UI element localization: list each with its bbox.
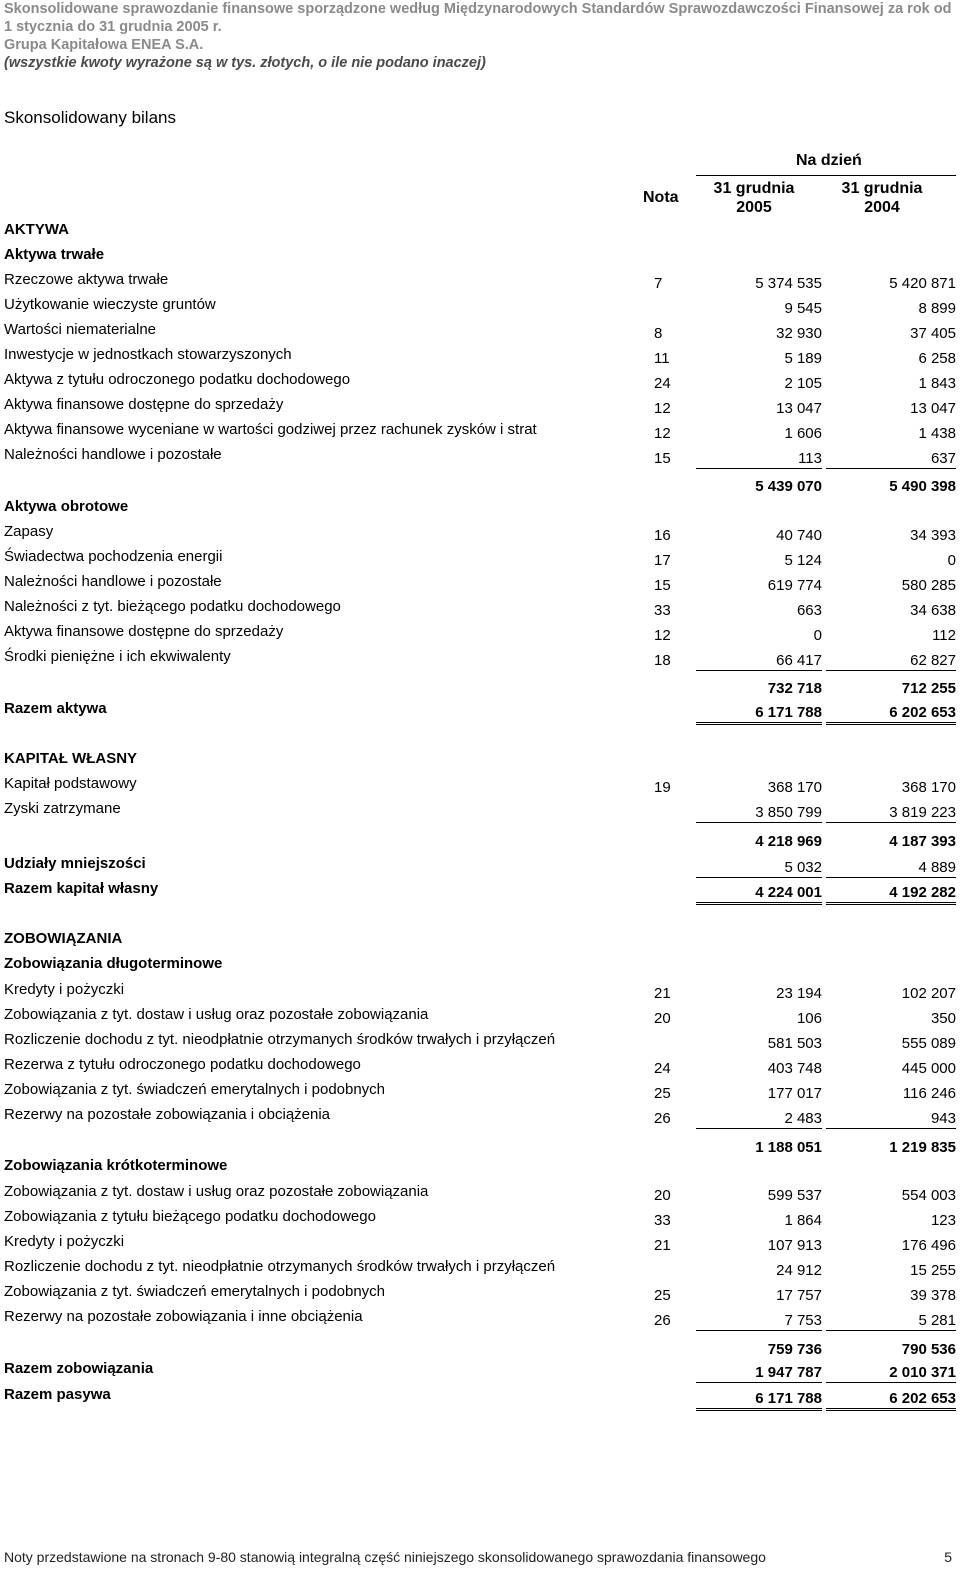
row-note: 25 bbox=[654, 1085, 671, 1102]
row-label: Świadectwa pochodzenia energii bbox=[4, 548, 223, 565]
value-2004: 3 819 223 bbox=[826, 804, 956, 823]
value-2004: 580 285 bbox=[901, 577, 956, 594]
row-label: Razem aktywa bbox=[4, 700, 107, 717]
value-2005: 1 606 bbox=[784, 425, 822, 442]
value-2004: 2 010 371 bbox=[826, 1364, 956, 1383]
row-note: 7 bbox=[654, 275, 663, 292]
value-2005: 23 194 bbox=[776, 985, 822, 1002]
row-label: Aktywa finansowe dostępne do sprzedaży bbox=[4, 396, 284, 413]
section-heading bbox=[0, 498, 960, 523]
value-2005: 599 537 bbox=[767, 1187, 822, 1204]
value-2004: 712 255 bbox=[901, 680, 956, 697]
value-2004: 1 438 bbox=[918, 425, 956, 442]
row-label: Aktywa finansowe wyceniane w wartości godziwej przez rachunek zysków i strat bbox=[4, 421, 537, 438]
row-label: ZOBOWIĄZANIA bbox=[4, 930, 123, 947]
value-2005: 2 105 bbox=[784, 375, 822, 392]
row-note: 25 bbox=[654, 1287, 671, 1304]
table-row bbox=[0, 421, 960, 446]
nota-header: Nota bbox=[643, 189, 679, 206]
table-row bbox=[0, 296, 960, 321]
row-note: 12 bbox=[654, 627, 671, 644]
row-note: 16 bbox=[654, 527, 671, 544]
row-note: 20 bbox=[654, 1187, 671, 1204]
row-note: 26 bbox=[654, 1110, 671, 1127]
table-row bbox=[0, 1386, 960, 1411]
row-label: Kredyty i pożyczki bbox=[4, 981, 125, 998]
row-note: 33 bbox=[654, 1212, 671, 1229]
value-2004: 637 bbox=[826, 450, 956, 469]
row-label: Aktywa obrotowe bbox=[4, 498, 129, 515]
section-heading bbox=[0, 930, 960, 955]
row-label: Zobowiązania z tyt. świadczeń emerytalnych i podobnych bbox=[4, 1283, 386, 1300]
table-row bbox=[0, 371, 960, 396]
value-2005: 6 171 788 bbox=[696, 704, 822, 725]
row-note: 15 bbox=[654, 450, 671, 467]
value-2005: 2 483 bbox=[696, 1110, 822, 1129]
row-note: 21 bbox=[654, 1237, 671, 1254]
row-label: Zapasy bbox=[4, 523, 54, 540]
table-row bbox=[0, 1106, 960, 1131]
section-heading bbox=[0, 955, 960, 980]
row-label: Zyski zatrzymane bbox=[4, 800, 121, 817]
row-label: Użytkowanie wieczyste gruntów bbox=[4, 296, 216, 313]
table-row bbox=[0, 1208, 960, 1233]
value-2004: 4 192 282 bbox=[826, 884, 956, 905]
value-2004: 39 378 bbox=[910, 1287, 956, 1304]
row-label: Środki pieniężne i ich ekwiwalenty bbox=[4, 648, 231, 665]
value-2004: 37 405 bbox=[910, 325, 956, 342]
row-label: Zobowiązania z tyt. świadczeń emerytalnych i podobnych bbox=[4, 1081, 386, 1098]
table-row bbox=[0, 623, 960, 648]
value-2004: 445 000 bbox=[901, 1060, 956, 1077]
value-2004: 13 047 bbox=[910, 400, 956, 417]
value-2005: 9 545 bbox=[784, 300, 822, 317]
table-row bbox=[0, 1031, 960, 1056]
table-row bbox=[0, 775, 960, 800]
value-2004: 112 bbox=[932, 627, 956, 644]
value-2005: 177 017 bbox=[767, 1085, 822, 1102]
value-2005: 24 912 bbox=[776, 1262, 822, 1279]
table-row bbox=[0, 1081, 960, 1106]
row-label: Inwestycje w jednostkach stowarzyszonych bbox=[4, 346, 292, 363]
row-label: Zobowiązania długoterminowe bbox=[4, 955, 223, 972]
header-line-1: Skonsolidowane sprawozdanie finansowe sporządzone według Międzynarodowych Standardów Sprawozdawczości Finansowej za rok od bbox=[4, 1, 952, 17]
table-row bbox=[0, 829, 960, 854]
table-row bbox=[0, 271, 960, 296]
row-label: Rezerwy na pozostałe zobowiązania i inne obciążenia bbox=[4, 1308, 363, 1325]
row-label: Rozliczenie dochodu z tyt. nieodpłatnie otrzymanych środków trwałych i przyłączeń bbox=[4, 1031, 556, 1048]
row-label: Zobowiązania z tyt. dostaw i usług oraz pozostałe zobowiązania bbox=[4, 1006, 429, 1023]
section-heading bbox=[0, 750, 960, 775]
value-2005: 6 171 788 bbox=[696, 1390, 822, 1411]
table-row bbox=[0, 523, 960, 548]
table-row bbox=[0, 573, 960, 598]
value-2005: 66 417 bbox=[696, 652, 822, 671]
row-label: Należności handlowe i pozostałe bbox=[4, 573, 222, 590]
value-2004: 5 281 bbox=[826, 1312, 956, 1331]
value-2005: 5 032 bbox=[696, 859, 822, 878]
row-note: 33 bbox=[654, 602, 671, 619]
table-row bbox=[0, 1283, 960, 1308]
row-label: Kredyty i pożyczki bbox=[4, 1233, 125, 1250]
row-label: Wartości niematerialne bbox=[4, 321, 156, 338]
value-2004: 5 420 871 bbox=[889, 275, 956, 292]
value-2005: 17 757 bbox=[776, 1287, 822, 1304]
value-2005: 4 218 969 bbox=[755, 833, 822, 850]
table-row bbox=[0, 1258, 960, 1283]
table-row bbox=[0, 548, 960, 573]
table-row bbox=[0, 1233, 960, 1258]
value-2005: 663 bbox=[796, 602, 822, 619]
section-heading bbox=[0, 246, 960, 271]
table-row bbox=[0, 446, 960, 471]
row-note: 24 bbox=[654, 1060, 671, 1077]
row-note: 20 bbox=[654, 1010, 671, 1027]
value-2004: 6 202 653 bbox=[826, 1390, 956, 1411]
row-note: 11 bbox=[654, 350, 670, 367]
value-2005: 40 740 bbox=[776, 527, 822, 544]
value-2005: 0 bbox=[813, 627, 822, 644]
value-2004: 943 bbox=[826, 1110, 956, 1129]
table-row bbox=[0, 1308, 960, 1333]
table-row bbox=[0, 1006, 960, 1031]
value-2005: 32 930 bbox=[776, 325, 822, 342]
value-2004: 4 889 bbox=[826, 859, 956, 878]
row-label: Rezerwa z tytułu odroczonego podatku dochodowego bbox=[4, 1056, 361, 1073]
na-dzien-header: Na dzień bbox=[796, 152, 862, 169]
year-2004-header: 31 grudnia 2004 bbox=[841, 180, 923, 216]
row-label: Zobowiązania z tytułu bieżącego podatku dochodowego bbox=[4, 1208, 376, 1225]
value-2004: 1 219 835 bbox=[889, 1139, 956, 1156]
value-2004: 554 003 bbox=[901, 1187, 956, 1204]
header-line-2: 1 stycznia do 31 grudnia 2005 r. bbox=[4, 19, 222, 35]
row-note: 21 bbox=[654, 985, 671, 1002]
header-line-3: Grupa Kapitałowa ENEA S.A. bbox=[4, 37, 204, 53]
row-label: Rezerwy na pozostałe zobowiązania i obciążenia bbox=[4, 1106, 331, 1123]
value-2005: 13 047 bbox=[776, 400, 822, 417]
table-row bbox=[0, 1337, 960, 1362]
row-note: 12 bbox=[654, 400, 671, 417]
value-2005: 4 224 001 bbox=[696, 884, 822, 905]
value-2005: 3 850 799 bbox=[696, 804, 822, 823]
value-2005: 732 718 bbox=[767, 680, 822, 697]
value-2004: 1 843 bbox=[918, 375, 956, 392]
row-note: 12 bbox=[654, 425, 671, 442]
value-2005: 1 947 787 bbox=[696, 1364, 822, 1383]
footer-text: Noty przedstawione na stronach 9-80 stanowią integralną część niniejszego skonsolidowanego sprawozdania finansowego bbox=[4, 1549, 766, 1565]
row-note: 17 bbox=[654, 552, 671, 569]
row-label: Razem pasywa bbox=[4, 1386, 111, 1403]
table-row bbox=[0, 321, 960, 346]
value-2004: 123 bbox=[930, 1212, 956, 1229]
table-row bbox=[0, 396, 960, 421]
section-heading bbox=[0, 221, 960, 246]
table-row bbox=[0, 598, 960, 623]
row-label: Należności z tyt. bieżącego podatku dochodowego bbox=[4, 598, 341, 615]
value-2004: 6 202 653 bbox=[826, 704, 956, 725]
page-number: 5 bbox=[944, 1549, 952, 1565]
table-row bbox=[0, 474, 960, 499]
value-2005: 5 189 bbox=[784, 350, 822, 367]
value-2004: 0 bbox=[947, 552, 956, 569]
row-note: 15 bbox=[654, 577, 671, 594]
row-note: 19 bbox=[654, 779, 671, 796]
value-2004: 555 089 bbox=[901, 1035, 956, 1052]
section-heading bbox=[0, 1157, 960, 1182]
table-row bbox=[0, 1056, 960, 1081]
value-2004: 34 638 bbox=[910, 602, 956, 619]
header-units-note: (wszystkie kwoty wyrażone są w tys. złotych, o ile nie podano inaczej) bbox=[4, 55, 486, 71]
value-2005: 5 374 535 bbox=[755, 275, 822, 292]
page-footer bbox=[4, 1549, 952, 1565]
row-note: 26 bbox=[654, 1312, 671, 1329]
row-label: Zobowiązania z tyt. dostaw i usług oraz pozostałe zobowiązania bbox=[4, 1183, 429, 1200]
row-label: Aktywa z tytułu odroczonego podatku dochodowego bbox=[4, 371, 351, 388]
value-2004: 5 490 398 bbox=[889, 478, 956, 495]
row-label: Rozliczenie dochodu z tyt. nieodpłatnie otrzymanych środków trwałych i przyłączeń bbox=[4, 1258, 556, 1275]
row-label: Udziały mniejszości bbox=[4, 855, 146, 872]
value-2005: 1 864 bbox=[784, 1212, 822, 1229]
page-title: Skonsolidowany bilans bbox=[4, 108, 176, 127]
table-row bbox=[0, 346, 960, 371]
row-note: 18 bbox=[654, 652, 671, 669]
value-2005: 581 503 bbox=[767, 1035, 822, 1052]
row-note: 24 bbox=[654, 375, 671, 392]
value-2005: 403 748 bbox=[767, 1060, 822, 1077]
year-2005-header: 31 grudnia 2005 bbox=[713, 180, 795, 216]
value-2004: 8 899 bbox=[918, 300, 956, 317]
value-2004: 4 187 393 bbox=[889, 833, 956, 850]
value-2004: 176 496 bbox=[901, 1237, 956, 1254]
row-label: Razem kapitał własny bbox=[4, 880, 159, 897]
value-2005: 619 774 bbox=[767, 577, 822, 594]
table-row bbox=[0, 981, 960, 1006]
value-2005: 5 124 bbox=[784, 552, 822, 569]
row-note: 8 bbox=[654, 325, 663, 342]
row-label: Aktywa finansowe dostępne do sprzedaży bbox=[4, 623, 284, 640]
value-2004: 62 827 bbox=[826, 652, 956, 671]
table-row bbox=[0, 700, 960, 725]
row-label: AKTYWA bbox=[4, 221, 69, 238]
value-2004: 15 255 bbox=[910, 1262, 956, 1279]
row-label: KAPITAŁ WŁASNY bbox=[4, 750, 138, 767]
row-label: Aktywa trwałe bbox=[4, 246, 105, 263]
value-2004: 6 258 bbox=[918, 350, 956, 367]
value-2005: 1 188 051 bbox=[755, 1139, 822, 1156]
table-row bbox=[0, 676, 960, 701]
value-2005: 7 753 bbox=[696, 1312, 822, 1331]
value-2004: 34 393 bbox=[910, 527, 956, 544]
value-2004: 102 207 bbox=[901, 985, 956, 1002]
table-row bbox=[0, 800, 960, 825]
value-2005: 107 913 bbox=[767, 1237, 822, 1254]
value-2004: 350 bbox=[930, 1010, 956, 1027]
value-2004: 368 170 bbox=[901, 779, 956, 796]
table-row bbox=[0, 648, 960, 673]
value-2005: 113 bbox=[696, 450, 822, 469]
table-row bbox=[0, 1183, 960, 1208]
value-2005: 5 439 070 bbox=[755, 478, 822, 495]
row-label: Kapitał podstawowy bbox=[4, 775, 137, 792]
value-2005: 759 736 bbox=[767, 1341, 822, 1358]
row-label: Należności handlowe i pozostałe bbox=[4, 446, 222, 463]
table-row bbox=[0, 880, 960, 905]
table-row bbox=[0, 1360, 960, 1385]
value-2004: 116 246 bbox=[902, 1085, 956, 1102]
row-label: Rzeczowe aktywa trwałe bbox=[4, 271, 169, 288]
value-2005: 368 170 bbox=[767, 779, 822, 796]
table-row bbox=[0, 855, 960, 880]
value-2005: 106 bbox=[796, 1010, 822, 1027]
row-label: Zobowiązania krótkoterminowe bbox=[4, 1157, 228, 1174]
row-label: Razem zobowiązania bbox=[4, 1360, 154, 1377]
value-2004: 790 536 bbox=[901, 1341, 956, 1358]
